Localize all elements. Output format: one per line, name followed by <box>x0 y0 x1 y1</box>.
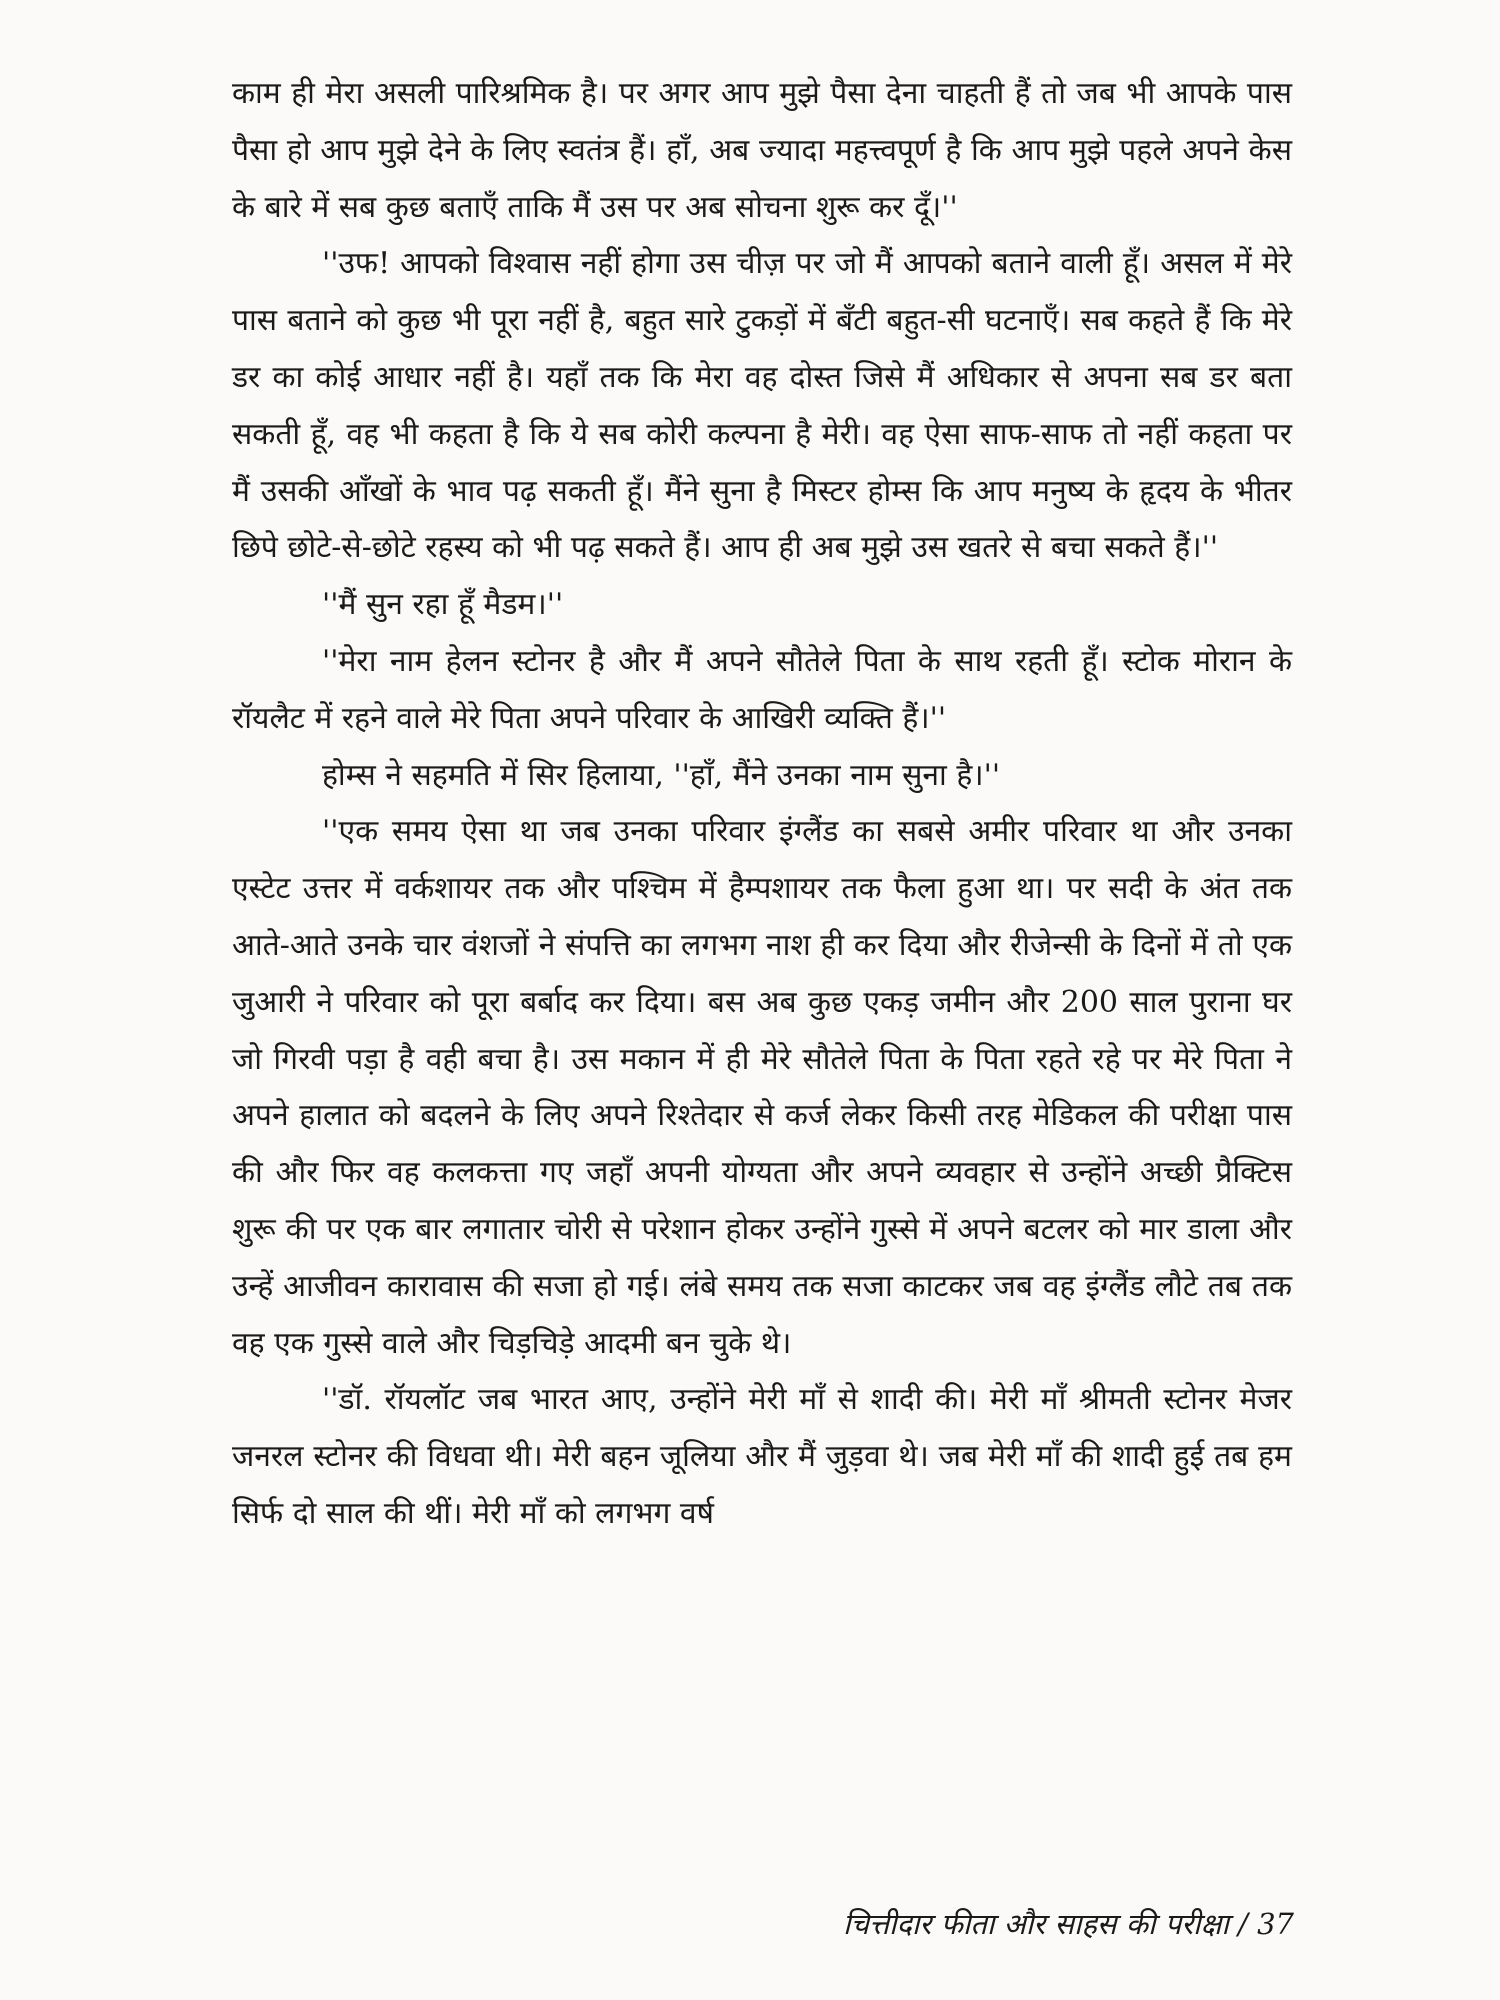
paragraph-5: होम्स ने सहमति में सिर हिलाया, ''हाँ, मैंने उनका नाम सुना है।'' <box>322 757 1001 793</box>
paragraph-2: ''उफ! आपको विश्वास नहीं होगा उस चीज़ पर जो मैं आपको बताने वाली हूँ। असल में मेरे पास बताने को कुछ भी पूरा नहीं है, बहुत सारे टुकड़ों में बँटी बहुत-सी घटनाएँ। सब कहते हैं कि मेरे डर का कोई आधार नहीं है। यहाँ तक कि मेरा वह दोस्त जिसे मैं अधिकार से अपना सब डर बता सकती हूँ, वह भी कहता है कि ये सब कोरी कल्पना है मेरी। वह ऐसा साफ-साफ तो नहीं कहता पर मैं उसकी आँखों के भाव पढ़ सकती हूँ। मैंने सुना है मिस्टर होम्स कि आप मनुष्य के हृदय के भीतर छिपे छोटे-से-छोटे रहस्य को भी पढ़ सकते हैं। आप ही अब मुझे उस खतरे से बचा सकते हैं।'' <box>232 246 1292 566</box>
footer-separator: / <box>1228 1907 1258 1941</box>
body-text <box>232 66 1292 1543</box>
paragraph-6: ''एक समय ऐसा था जब उनका परिवार इंग्लैंड का सबसे अमीर परिवार था और उनका एस्टेट उत्तर में वर्कशायर तक और पश्चिम में हैम्पशायर तक फैला हुआ था। पर सदी के अंत तक आते-आते उनके चार वंशजों ने संपत्ति का लगभग नाश ही कर दिया और रीजेन्सी के दिनों में तो एक जुआरी ने परिवार को पूरा बर्बाद कर दिया। बस अब कुछ एकड़ जमीन और 200 साल पुराना घर जो गिरवी पड़ा है वही बचा है। उस मकान में ही मेरे सौतेले पिता के पिता रहते रहे पर मेरे पिता ने अपने हालात को बदलने के लिए अपने रिश्तेदार से कर्ज लेकर किसी तरह मेडिकल की परीक्षा पास की और फिर वह कलकत्ता गए जहाँ अपनी योग्यता और अपने व्यवहार से उन्होंने अच्छी प्रैक्टिस शुरू की पर एक बार लगातार चोरी से परेशान होकर उन्होंने गुस्से में अपने बटलर को मार डाला और उन्हें आजीवन कारावास की सजा हो गई। लंबे समय तक सजा काटकर जब वह इंग्लैंड लौटे तब तक वह एक गुस्से वाले और चिड़चिड़े आदमी बन चुके थे। <box>232 814 1292 1361</box>
page-number: 37 <box>1257 1907 1294 1941</box>
paragraph-3: ''मैं सुन रहा हूँ मैडम।'' <box>322 587 564 623</box>
running-title: चित्तीदार फीता और साहस की परीक्षा <box>843 1907 1229 1941</box>
paragraph-1: काम ही मेरा असली पारिश्रमिक है। पर अगर आप मुझे पैसा देना चाहती हैं तो जब भी आपके पास पैसा हो आप मुझे देने के लिए स्वतंत्र हैं। हाँ, अब ज्यादा महत्त्वपूर्ण है कि आप मुझे पहले अपने केस के बारे में सब कुछ बताएँ ताकि मैं उस पर अब सोचना शुरू कर दूँ।'' <box>232 76 1292 225</box>
page-footer <box>843 1904 1294 1943</box>
paragraph-7: ''डॉ. रॉयलॉट जब भारत आए, उन्होंने मेरी माँ से शादी की। मेरी माँ श्रीमती स्टोनर मेजर जनरल स्टोनर की विधवा थी। मेरी बहन जूलिया और मैं जुड़वा थे। जब मेरी माँ की शादी हुई तब हम सिर्फ दो साल की थीं। मेरी माँ को लगभग वर्ष <box>232 1382 1292 1531</box>
paragraph-4: ''मेरा नाम हेलन स्टोनर है और मैं अपने सौतेले पिता के साथ रहती हूँ। स्टोक मोरान के रॉयलैट में रहने वाले मेरे पिता अपने परिवार के आखिरी व्यक्ति हैं।'' <box>232 643 1292 736</box>
